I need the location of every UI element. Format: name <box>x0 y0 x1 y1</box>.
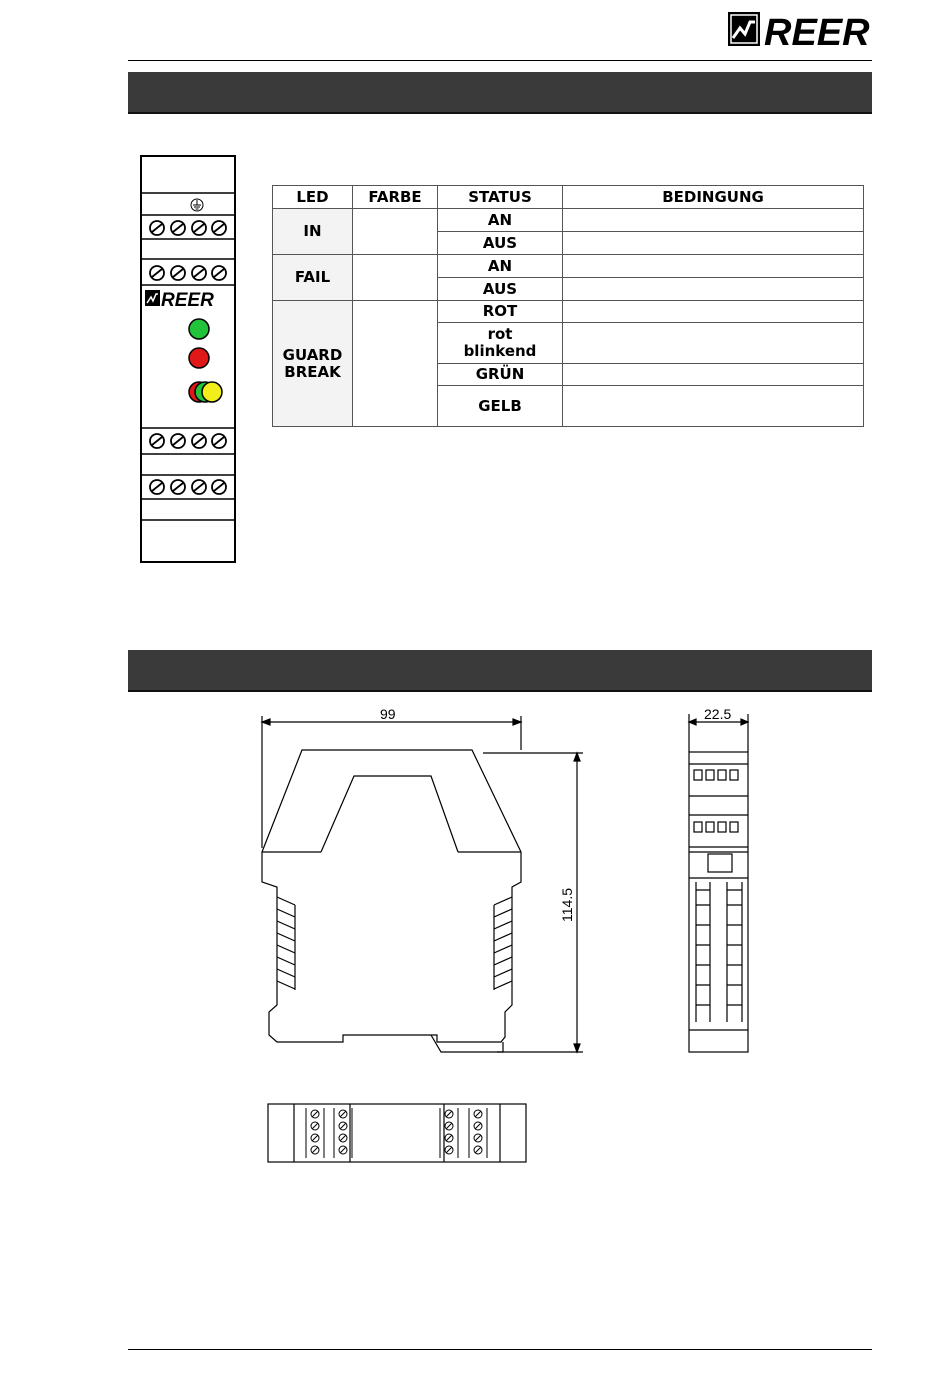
led-cell-in: IN <box>273 209 353 255</box>
led-cell-fail: FAIL <box>273 255 353 301</box>
brand-text: REER <box>764 12 870 50</box>
side-profile-drawing <box>255 700 595 1065</box>
front-ribs <box>696 882 742 1022</box>
side-width-label: 22.5 <box>704 706 732 722</box>
table-row <box>273 209 864 232</box>
header-rule <box>128 60 872 61</box>
status-cell: AUS <box>438 232 563 255</box>
device-front-panel <box>140 155 236 563</box>
status-cell: ROT <box>438 301 563 323</box>
front-width-drawing <box>680 700 760 1060</box>
table-row <box>273 255 864 278</box>
height-label: 114.5 <box>559 888 575 922</box>
status-cell: GELB <box>438 386 563 427</box>
rib-right <box>494 897 512 990</box>
width-label: 99 <box>380 706 396 722</box>
led-fail-red <box>189 348 209 368</box>
farbe-cell-fail <box>353 255 438 301</box>
status-blinkend: blinkend <box>463 342 537 360</box>
guard-label: GUARD <box>282 345 343 364</box>
status-cell: GRÜN <box>438 364 563 386</box>
led-cell-guard-break <box>273 301 353 427</box>
section-bar-dimensions <box>128 650 872 692</box>
farbe-cell-guard-break <box>353 301 438 427</box>
header-bedingung: BEDINGUNG <box>563 186 864 209</box>
front-terminals-top <box>694 770 738 832</box>
status-cell: AN <box>438 255 563 278</box>
device-brand-text: REER <box>161 290 214 311</box>
top-view-terminals <box>306 1108 487 1158</box>
status-rot: rot <box>487 325 513 343</box>
led-status-table <box>272 185 864 427</box>
bedingung-cell <box>563 209 864 232</box>
table-row <box>273 301 864 323</box>
break-label: BREAK <box>284 362 341 381</box>
bedingung-cell <box>563 232 864 255</box>
status-cell-rot-blinkend <box>438 323 563 364</box>
bedingung-cell <box>563 301 864 323</box>
reer-logo <box>726 10 872 50</box>
bedingung-cell <box>563 278 864 301</box>
header-led: LED <box>273 186 353 209</box>
status-cell: AUS <box>438 278 563 301</box>
led-guard-break-multicolor <box>189 382 222 402</box>
table-header-row <box>273 186 864 209</box>
farbe-cell-in <box>353 209 438 255</box>
top-view-drawing <box>262 1098 532 1168</box>
bedingung-cell <box>563 323 864 364</box>
section-bar-led <box>128 72 872 114</box>
header-farbe: FARBE <box>353 186 438 209</box>
bedingung-cell <box>563 364 864 386</box>
status-cell: AN <box>438 209 563 232</box>
header-status: STATUS <box>438 186 563 209</box>
rib-left <box>277 897 295 990</box>
footer-rule <box>128 1349 872 1350</box>
bedingung-cell <box>563 386 864 427</box>
bedingung-cell <box>563 255 864 278</box>
led-in-green <box>189 319 209 339</box>
